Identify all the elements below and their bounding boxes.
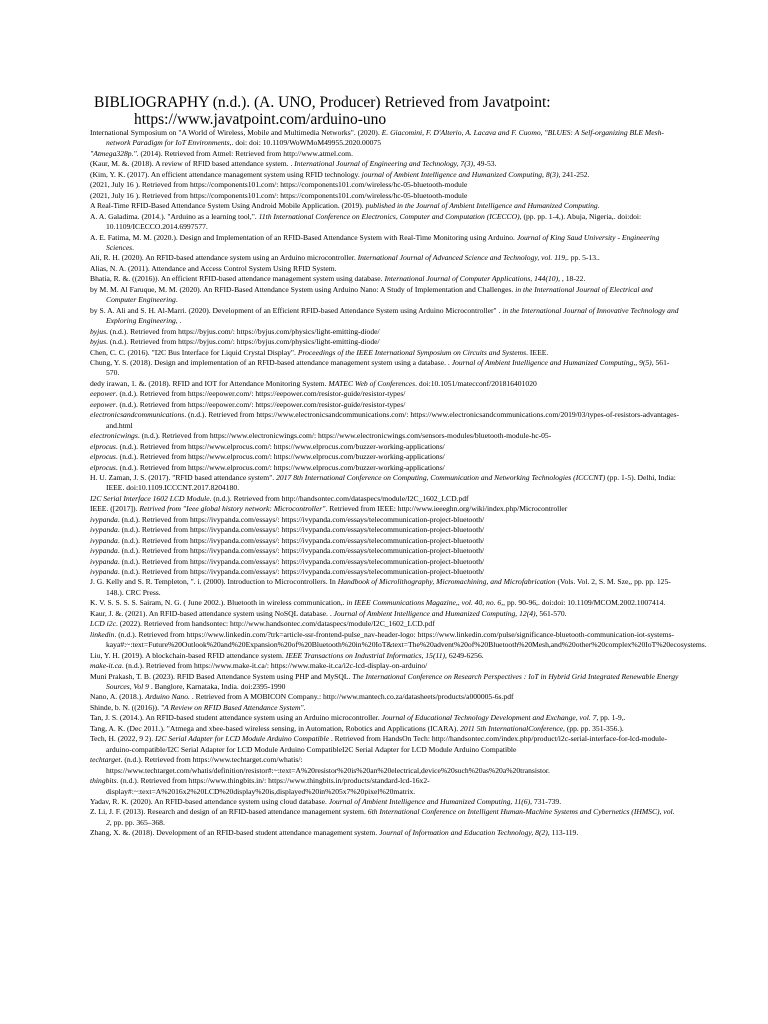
- reference-text: . (n.d.). Retrieved from https://ivypanda.com/essays/: https://ivypanda.com/essays/telecommunication-project-bluetooth/: [117, 514, 485, 524]
- reference-entry: [90, 609, 680, 619]
- reference-italic-text: IEEE Transactions on Industrial Informatics, 15(11): [285, 650, 446, 660]
- reference-entry: [90, 337, 680, 347]
- reference-italic-text: "A Review on RFID Based Attendance System": [160, 702, 304, 712]
- reference-italic-text: eepower: [90, 389, 116, 399]
- reference-text: (2021, July 16 ). Retrieved from https://components101.com/: https://components101.com/wireless/hc-05-bluetooth-module: [90, 190, 468, 200]
- reference-italic-text: 2011 5th InternationalConference: [460, 723, 564, 733]
- reference-text: Tang, A. K. (Dec 2011.). "Atmega and xbee-based wireless sensing, in Automation, Robotics and Applications (ICARA).: [90, 723, 461, 733]
- reference-list: [90, 128, 707, 839]
- reference-italic-text: ivypanda: [90, 567, 118, 577]
- reference-text: . (2014). Retrieved from Atmel: Retrieved from http://www.atmel.com.: [136, 148, 353, 158]
- reference-entry: [90, 400, 680, 410]
- reference-entry: [90, 577, 680, 598]
- reference-text: .: [132, 242, 135, 252]
- reference-entry: [90, 264, 680, 274]
- reference-text: , pp. 90-96,. doi:doi: 10.1109/MCOM.2002.1007414.: [503, 598, 666, 608]
- heading-line-2: https://www.javatpoint.com/arduino-uno: [134, 111, 387, 128]
- reference-text: , (pp. pp. 351-356.).: [563, 723, 624, 733]
- reference-entry: [90, 619, 680, 629]
- reference-entry: [90, 149, 680, 159]
- reference-text: (Kim, Y. K. (2017). An efficient attendance management system using RFID technology.: [90, 169, 362, 179]
- reference-entry: [90, 348, 680, 358]
- reference-entry: [90, 327, 680, 337]
- reference-text: . (n.d.). Retrieved from https://ivypanda.com/essays/: https://ivypanda.com/essays/telecommunication-project-bluetooth/: [117, 556, 485, 566]
- reference-entry: [90, 128, 680, 149]
- reference-italic-text: The International Conference on Research Perspectives : IoT in Hybrid Grid Integrated Renewable Energy Sources, Vol 9: [106, 671, 679, 692]
- reference-text: . Banglore, Karnataka, India. doi:2395-1990: [148, 682, 286, 692]
- reference-text: . doi:10.1051/matecconf/201816401020: [415, 378, 537, 388]
- reference-text: . (n.d.). Retrieved from https://www.techtarget.com/whatis/: https://www.techtarget.com/whatis/definition/resistor#:~:text=A%20resistor%20is%20an%20electrical,device%20such%20as%20a%20transistor.: [106, 755, 550, 775]
- reference-text: by M. M. Al Faruque, M. M. (2020). An RFID-Based Attendance System using Arduino Nano: A Study of Implementation and Challenges.: [90, 284, 516, 294]
- reference-text: . (n.d.). Retrieved from https://www.thingbits.in/: https://www.thingbits.in/products/standard-lcd-16x2-display#:~:text=A%2016x2%20LCD%20display%20is,displayed%20in%205x7%20pixel%20matrix.: [106, 776, 430, 796]
- reference-entry: [90, 452, 680, 462]
- reference-text: , 18-22.: [560, 274, 586, 284]
- reference-italic-text: published in the Journal of Ambient Intelligence and Humanized Computing: [365, 201, 598, 211]
- reference-entry: [90, 629, 707, 651]
- reference-text: Zhang, X. &. (2018). Development of an RFID-based student attendance management system.: [90, 828, 380, 838]
- reference-italic-text: Journal of Ambient Intelligence and Humanized Computing, 12(4): [333, 608, 536, 618]
- reference-text: K. V. S. S. S. S. Sairam, N. G. ( June 2002.). Bluetooth in wireless communication,.: [90, 598, 347, 608]
- reference-entry: [90, 525, 680, 535]
- reference-text: , 49-53.: [473, 159, 497, 169]
- bibliography-heading: [94, 94, 654, 128]
- reference-entry: [90, 776, 680, 797]
- reference-entry: [90, 807, 680, 828]
- reference-entry: [90, 797, 680, 807]
- reference-entry: [90, 546, 680, 556]
- reference-italic-text: byjus: [90, 326, 107, 336]
- reference-text: . (n.d.). Retrieved from https://ivypanda.com/essays/: https://ivypanda.com/essays/telecommunication-project-bluetooth/: [117, 567, 485, 577]
- reference-italic-text: 6th International Conference on Intelligent Human-Machine Systems and Cybernetics (IHMSC), vol. 2: [106, 807, 675, 827]
- reference-text: Ali, R. H. (2020). An RFID-based attendance system using an Arduino microcontroller.: [90, 253, 358, 263]
- reference-text: . (n.d.). Retrieved from https://ivypanda.com/essays/: https://ivypanda.com/essays/telecommunication-project-bluetooth/: [117, 525, 485, 535]
- reference-italic-text: byjus: [90, 337, 107, 347]
- reference-text: , pp. pp. 365–368.: [109, 817, 165, 827]
- reference-entry: [90, 504, 680, 514]
- reference-entry: [90, 170, 680, 180]
- reference-text: H. U. Zaman, J. S. (2017). "RFID based attendance system".: [90, 472, 277, 482]
- reference-text: . (n.d.). Retrieved from https://www.make-it.ca/: https://www.make-it.ca/i2c-lcd-display-on-arduino/: [121, 661, 428, 671]
- reference-text: Z. Li, J. F. (2013). Research and design of an RFID-based attendance management system.: [90, 807, 368, 817]
- reference-text: , 241-252.: [558, 169, 590, 179]
- reference-italic-text: in IEEE Communications Magazine,, vol. 40, no. 6,: [346, 598, 504, 608]
- reference-entry: [90, 358, 680, 379]
- reference-italic-text: ivypanda: [90, 556, 118, 566]
- reference-text: Nano, A. (2018.).: [90, 692, 146, 702]
- reference-text: . (2022). Retrieved from handsontec: http://www.handsontec.com/dataspecs/module/I2C_1602_LCD.pdf: [115, 619, 435, 629]
- reference-text: . Retrieved from IEEE: http://www.ieeeghn.org/wiki/index.php/Microcontroller: [325, 504, 568, 514]
- reference-text: dedy irawan, 1. &. (2018). RFID and IOT for Attendance Monitoring System.: [90, 378, 329, 388]
- reference-text: . (n.d.). Retrieved from https://www.linkedin.com/?trk=article-ssr-frontend-pulse_nav-header-logo: https://www.linkedin.com/pulse/significance-bluetooth-communication-iot-systems-kaya#:~:text=Future%20Outlook%20and%20Expansion%20of%20Bluetooth%20in%20IoT&text=The%20advent%20of%20Bluetooth%20Mesh,and%20other%20complex%20IoT%20ecosystems.: [106, 629, 707, 650]
- reference-entry: [90, 672, 680, 693]
- reference-italic-text: journal of Ambient Intelligence and Humanized Computing, 8(3): [361, 169, 559, 179]
- reference-entry: [90, 724, 680, 734]
- reference-text: . (n.d.). Retrieved from https://byjus.com/: https://byjus.com/physics/light-emitting-diode/: [106, 326, 380, 336]
- heading-line-1: BIBLIOGRAPHY (n.d.). (A. UNO, Producer) Retrieved from Javatpoint:: [94, 94, 551, 111]
- reference-text: Liu, Y. H. (2019). A blockchain-based RFID attendance system.: [90, 650, 286, 660]
- reference-text: . Retrieved from HandsOn Tech: http://handsontec.com/index.php/product/i2c-serial-interface-for-lcd-module-arduino-compatible/I2C Serial Adapter for LCD Module Arduino CompatibleI2C Serial Adapter for LCD Module Arduino Compatible: [106, 734, 667, 754]
- reference-text: A. E. Fatima, M. M. (2020.). Design and Implementation of an RFID-Based Attendance System with Real-Time Monitoring using Arduino.: [90, 232, 517, 242]
- reference-text: Tan, J. S. (2014.). An RFID-based student attendance system using an Arduino microcontroller.: [90, 713, 382, 723]
- reference-italic-text: 2017 8th International Conference on Computing, Communication and Networking Technologies (ICCCNT): [276, 472, 606, 482]
- reference-italic-text: eepower: [90, 399, 116, 409]
- reference-italic-text: elprocus: [90, 462, 116, 472]
- reference-italic-text: "Atmega328p.": [90, 148, 137, 158]
- reference-entry: [90, 734, 680, 755]
- reference-text: . (n.d.). Retrieved from https://www.electronicwings.com/: https://www.electronicwings.com/sensors-modules/bluetooth-module-hc-05-: [137, 431, 552, 441]
- reference-text: .: [597, 201, 600, 211]
- reference-entry: [90, 515, 680, 525]
- reference-entry: [90, 233, 680, 254]
- reference-entry: [90, 410, 680, 431]
- reference-italic-text: International Journal of Computer Applications, 144(10),: [384, 274, 561, 284]
- reference-text: , pp. 1-9,.: [596, 713, 626, 723]
- reference-entry: [90, 567, 680, 577]
- reference-text: . IEEE.: [526, 347, 549, 357]
- reference-text: (Vols. Vol. 2, S. M. Sze,, pp. pp. 125-148.). CRC Press.: [106, 577, 671, 597]
- reference-italic-text: elprocus: [90, 452, 116, 462]
- reference-text: , 731-739.: [530, 797, 562, 806]
- reference-entry: [90, 473, 680, 494]
- reference-entry: [90, 285, 680, 306]
- reference-text: . (n.d.). Retrieved from https://www.elprocus.com/: https://www.elprocus.com/buzzer-working-applications/: [115, 462, 445, 472]
- reference-entry: [90, 431, 680, 441]
- reference-entry: [90, 442, 680, 452]
- reference-text: , 6249-6256.: [445, 650, 484, 660]
- reference-text: . (n.d.). Retrieved from https://www.elprocus.com/: https://www.elprocus.com/buzzer-working-applications/: [115, 452, 445, 462]
- reference-italic-text: Journal of Educational Technology Development and Exchange, vol. 7: [381, 713, 597, 723]
- reference-italic-text: techtarget: [90, 755, 121, 765]
- reference-text: , 561-570.: [106, 357, 670, 378]
- reference-entry: [90, 463, 680, 473]
- reference-italic-text: E. Giacomini, F. D'Alterio, A. Lacava and F. Cuomo, "BLUES: A Self-organizing BLE Mesh-network Paradigm for IoT Environments,: [106, 128, 664, 148]
- reference-text: . (n.d.). Retrieved from https://www.electronicsandcommunications.com/: https://www.electronicsandcommunications.com/2019/03/types-of-resistors-advantages-and.html: [106, 410, 680, 430]
- reference-entry: [90, 212, 680, 233]
- reference-italic-text: LCD i2c: [90, 619, 116, 629]
- reference-text: Shinde, b. N. ((2016)).: [90, 702, 161, 712]
- reference-italic-text: I2C Serial Interface 1602 LCD Module: [90, 493, 210, 503]
- reference-entry: [90, 306, 680, 327]
- reference-italic-text: Arduino Nano.: [145, 692, 190, 702]
- reference-italic-text: Retrived from "Ieee global history network: Microcontroller": [139, 504, 326, 514]
- reference-text: A. A. Galadima. (2014.). "Arduino as a learning tool,".: [90, 211, 259, 221]
- reference-italic-text: ivypanda: [90, 514, 118, 524]
- reference-text: . (n.d.). Retrieved from https://eepower.com/: https://eepower.com/resistor-guide/resistor-types/: [115, 389, 406, 399]
- reference-entry: [90, 651, 680, 661]
- reference-text: Chung, Y. S. (2018). Design and implementation of an RFID-based attendance management system using a database. .: [90, 357, 452, 367]
- reference-italic-text: elprocus: [90, 441, 116, 451]
- reference-text: . (n.d.). Retrieved from http://handsontec.com/dataspecs/module/I2C_1602_LCD.pdf: [209, 493, 469, 503]
- reference-italic-text: Handbook of Microlithography, Micromachining, and Microfabrication: [337, 577, 556, 587]
- reference-italic-text: in the International Journal of Innovative Technology and Exploring Engineering,: [106, 305, 679, 326]
- reference-entry: [90, 379, 680, 389]
- reference-italic-text: 11th International Conference on Electronics, Computer and Computation (ICECCO),: [258, 211, 522, 221]
- reference-text: Yadav, R. K. (2020). An RFID-based attendance system using cloud database.: [90, 797, 329, 806]
- reference-text: .: [177, 316, 182, 326]
- reference-text: Bhatia, R. &. ((2016)). An efficient RFID-based attendance management system using database.: [90, 274, 385, 284]
- reference-entry: [90, 180, 680, 190]
- reference-italic-text: International Journal of Engineering and Technology, 7(3): [294, 159, 474, 169]
- reference-text: International Symposium on "A World of Wireless, Mobile and Multimedia Networks". (2020).: [90, 128, 382, 137]
- reference-entry: [90, 713, 680, 723]
- reference-entry: [90, 274, 680, 284]
- reference-text: . (n.d.). Retrieved from https://ivypanda.com/essays/: https://ivypanda.com/essays/telecommunication-project-bluetooth/: [117, 535, 485, 545]
- reference-text: . (n.d.). Retrieved from https://ivypanda.com/essays/: https://ivypanda.com/essays/telecommunication-project-bluetooth/: [117, 546, 485, 556]
- reference-entry: [90, 494, 680, 504]
- reference-text: (2021, July 16 ). Retrieved from https://components101.com/: https://components101.com/wireless/hc-05-bluetooth-module: [90, 180, 468, 190]
- reference-text: A Real-Time RFID-Based Attendance System Using Android Mobile Application. (2019).: [90, 201, 366, 211]
- reference-text: IEEE. ([2017]).: [90, 504, 140, 514]
- reference-text: . (n.d.). Retrieved from https://byjus.com/: https://byjus.com/physics/light-emitting-diode/: [106, 337, 380, 347]
- reference-text: (Kaur, M. &. (2018). A review of RFID based attendance system. .: [90, 159, 295, 169]
- reference-entry: [90, 536, 680, 546]
- reference-italic-text: Journal of King Saud University - Engineering Sciences: [106, 232, 660, 252]
- reference-entry: [90, 191, 680, 201]
- reference-italic-text: in the International Journal of Electrical and Computer Engineering: [106, 284, 653, 305]
- reference-italic-text: International Journal of Advanced Science and Technology, vol. 119,: [357, 253, 567, 263]
- reference-text: . pp. 5-13..: [566, 253, 600, 263]
- reference-italic-text: Journal of Information and Education Technology, 8(2): [379, 828, 548, 838]
- reference-text: Chen, C. C. (2016). "I2C Bus Interface for Liquid Crystal Display".: [90, 347, 298, 357]
- reference-entry: [90, 692, 680, 702]
- reference-entry: [90, 159, 680, 169]
- reference-text: . Retrieved from A MOBICON Company.: http://www.mantech.co.za/datasheets/products/a000005-6s.pdf: [189, 692, 514, 702]
- reference-text: by S. A. Ali and S. H. Al-Marri. (2020). Development of an Efficient RFID-based Attendance System using Arduino Microcontroller" .: [90, 305, 503, 315]
- reference-italic-text: I2C Serial Adapter for LCD Module Arduino Compatible: [155, 734, 329, 744]
- reference-italic-text: make-it.ca: [90, 661, 122, 671]
- reference-text: Kaur, J. &. (2021). An RFID-based attendance system using NoSQL database. .: [90, 608, 334, 618]
- reference-text: (pp. 1-5). Delhi, India: IEEE. doi:10.1109.ICCCNT.2017.8204180.: [106, 472, 676, 493]
- reference-italic-text: Journal of Ambient Intelligence and Humanized Computing,, 9(5): [451, 357, 652, 367]
- reference-entry: [90, 755, 680, 776]
- reference-entry: [90, 661, 680, 671]
- reference-text: . (n.d.). Retrieved from https://eepower.com/: https://eepower.com/resistor-guide/resistor-types/: [115, 399, 406, 409]
- reference-entry: [90, 557, 680, 567]
- reference-entry: [90, 703, 680, 713]
- reference-text: Alias, N. A. (2011). Attendance and Access Control System Using RFID System.: [90, 263, 337, 273]
- reference-italic-text: ivypanda: [90, 546, 118, 556]
- reference-italic-text: ivypanda: [90, 535, 118, 545]
- reference-italic-text: linkedin: [90, 629, 115, 639]
- reference-entry: [90, 598, 680, 608]
- reference-entry: [90, 828, 680, 838]
- reference-text: , 113-119.: [547, 828, 579, 838]
- reference-entry: [90, 389, 680, 399]
- reference-entry: [90, 201, 680, 211]
- reference-italic-text: electronicwings: [90, 431, 138, 441]
- reference-italic-text: MATEC Web of Conferences: [328, 378, 416, 388]
- reference-text: . (n.d.). Retrieved from https://www.elprocus.com/: https://www.elprocus.com/buzzer-working-applications/: [115, 441, 445, 451]
- reference-text: Muni Prakash, T. B. (2023). RFID Based Attendance System using PHP and MySQL.: [90, 671, 353, 681]
- reference-text: J. G. Kelly and S. R. Templeton, ". i. (2000). Introduction to Microcontrollers. In: [90, 577, 338, 587]
- reference-italic-text: Journal of Ambient Intelligence and Humanized Computing, 11(6): [328, 797, 531, 806]
- reference-italic-text: thingbits: [90, 776, 117, 786]
- reference-text: (pp. pp. 1-4,). Abuja, Nigeria,. doi:doi: 10.1109/ICECCO.2014.6997577.: [106, 211, 642, 232]
- reference-entry: [90, 253, 680, 263]
- reference-italic-text: electronicsandcommunications: [90, 410, 185, 420]
- reference-text: , 561-570.: [535, 608, 567, 618]
- reference-italic-text: Proceedings of the IEEE International Symposium on Circuits and Systems: [297, 347, 527, 357]
- reference-italic-text: ivypanda: [90, 525, 118, 535]
- reference-text: Tech, H. (2022, 9 2).: [90, 734, 156, 744]
- reference-text: .: [175, 295, 178, 305]
- reference-text: .: [303, 702, 306, 712]
- reference-text: . doi: doi: 10.1109/WoWMoM49955.2020.00075: [231, 138, 382, 148]
